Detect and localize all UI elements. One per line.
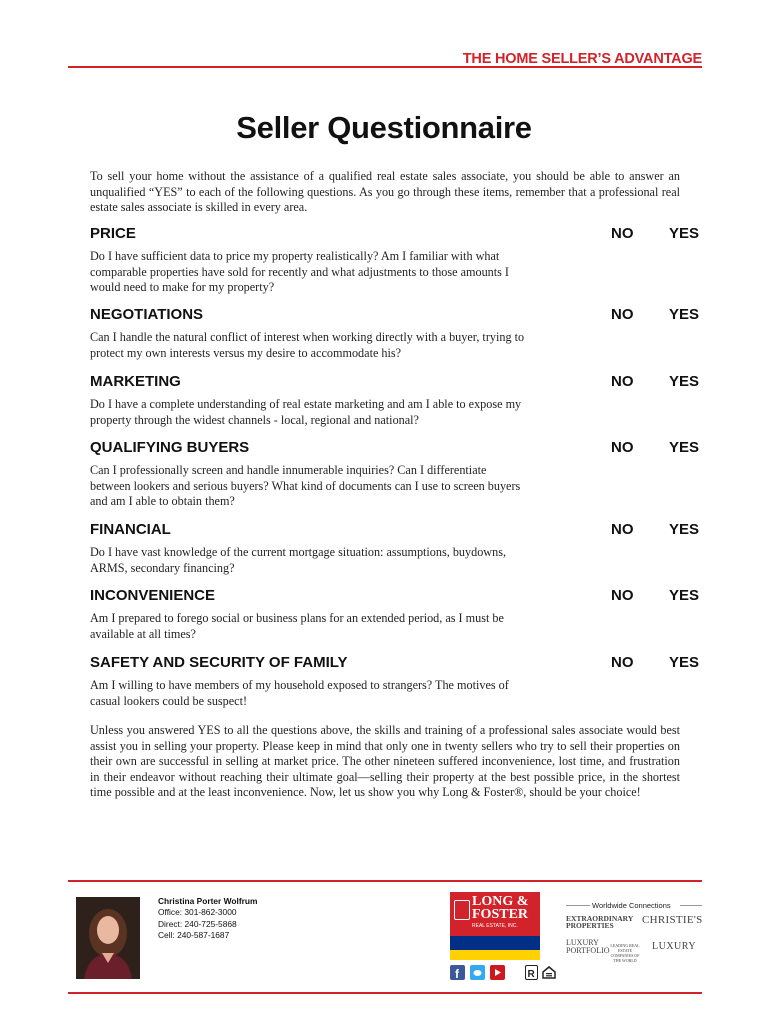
no-option[interactable]: NO [611,439,634,456]
page-title: Seller Questionnaire [236,110,532,145]
section-safety-security [90,654,702,709]
affiliate-extraordinary-properties: EXTRAORDINARY PROPERTIES [566,914,633,930]
footer-rule-bottom [68,992,702,994]
section-title: QUALIFYING BUYERS [90,439,250,456]
twitter-icon[interactable] [470,965,485,980]
no-option[interactable]: NO [611,654,634,671]
section-question: Do I have sufficient data to price my property realistically? Am I familiar with what comparable properties have sold for recently and what adjustments to those amounts I would need to make for my property? [90,249,509,295]
yes-option[interactable]: YES [669,439,700,456]
no-option[interactable]: NO [611,373,634,390]
svg-text:f: f [455,967,459,980]
yes-option[interactable]: YES [669,587,700,604]
section-question: Can I handle the natural conflict of interest when working directly with a buyer, trying to protect my own interests versus my desire to accommodate his? [90,330,525,360]
agent-direct-phone[interactable]: Direct: 240-725-5868 [158,918,237,929]
intro-paragraph: To sell your home without the assistance of a qualified real estate sales associate, you should be able to answer an unqualified “YES” to each of the following questions. As you go through these items, remember that a professional real estate sales associate is skilled in every area. [90,169,680,214]
logo-navy-band [450,936,540,950]
section-marketing [90,373,702,428]
section-qualifying-buyers [90,439,702,510]
equal-housing-icon [542,965,556,980]
agent-cell-phone[interactable]: Cell: 240-587-1687 [158,930,230,941]
yes-option[interactable]: YES [669,306,700,323]
logo-subtitle: REAL ESTATE, INC. [472,923,518,929]
section-inconvenience [90,587,702,642]
no-option[interactable]: NO [611,225,634,242]
affiliate-luxury-portfolio: LUXURY PORTFOLIO [566,938,610,955]
section-negotiations [90,306,702,361]
no-option[interactable]: NO [611,306,634,323]
facebook-icon[interactable] [450,965,465,980]
section-title: SAFETY AND SECURITY OF FAMILY [90,654,348,671]
no-option[interactable]: NO [611,587,634,604]
affiliate-leading-real-estate: LEADING REAL ESTATE COMPANIES OF THE WORLD [610,943,640,963]
youtube-icon[interactable] [490,965,505,980]
section-title: INCONVENIENCE [90,587,216,604]
section-question: Do I have vast knowledge of the current mortgage situation: assumptions, buydowns, ARMS, secondary financing? [90,545,506,575]
long-foster-logo[interactable] [450,892,540,960]
yes-option[interactable]: YES [669,225,700,242]
divider [566,905,590,906]
closing-paragraph: Unless you answered YES to all the questions above, the skills and training of a professional sales associate would best assist you in selling your property. Please keep in mind that only one in twenty sellers who try to sell their properties on their own are successful in selling at market price. The other nineteen suffered inconvenience, lost time, and frustration in their endeavor without reaching their ultimate goal—selling their property at the best possible price, in the shortest time possible and at the least inconvenience. Now, let us show you why Long & Foster®, should be your choice! [90,723,680,799]
agent-photo [76,897,140,979]
logo-line1: LONG & [472,894,529,909]
agent-name: Christina Porter Wolfrum [158,896,258,906]
section-question: Am I willing to have members of my household exposed to strangers? The motives of casual lookers could be suspect! [90,678,509,708]
section-title: FINANCIAL [90,521,171,538]
divider [680,905,702,906]
logo-gold-stripe [450,950,540,960]
section-question: Do I have a complete understanding of real estate marketing and am I able to expose my property through the widest channels - local, regional and national? [90,397,522,427]
logo-line2: FOSTER [472,907,529,922]
yes-option[interactable]: YES [669,373,700,390]
affiliate-luxury: LUXURY [652,941,697,952]
footer-rule-top [68,880,702,882]
no-option[interactable]: NO [611,521,634,538]
realtor-icon [525,965,538,980]
yes-option[interactable]: YES [669,521,700,538]
agent-contact [158,896,257,942]
brand-tagline: THE HOME SELLER’S ADVANTAGE [462,51,702,67]
section-question: Am I prepared to forego social or business plans for an extended period, as I must be available at all times? [90,611,504,641]
lf-crest-icon [454,900,470,920]
section-title: MARKETING [90,373,181,390]
section-price [90,225,702,296]
section-title: NEGOTIATIONS [90,306,204,323]
agent-office-phone[interactable]: Office: 301-862-3000 [158,907,237,918]
svg-text:R: R [527,969,535,979]
section-question: Can I professionally screen and handle innumerable inquiries? Can I differentiate between lookers and serious buyers? What kind of documents can I use to screen buyers and am I able to obtain them? [90,463,521,509]
section-financial [90,521,702,576]
section-title: PRICE [90,225,136,242]
worldwide-connections-label: Worldwide Connections [592,901,671,910]
yes-option[interactable]: YES [669,654,700,671]
affiliate-christies: CHRISTIE'S [642,914,703,926]
